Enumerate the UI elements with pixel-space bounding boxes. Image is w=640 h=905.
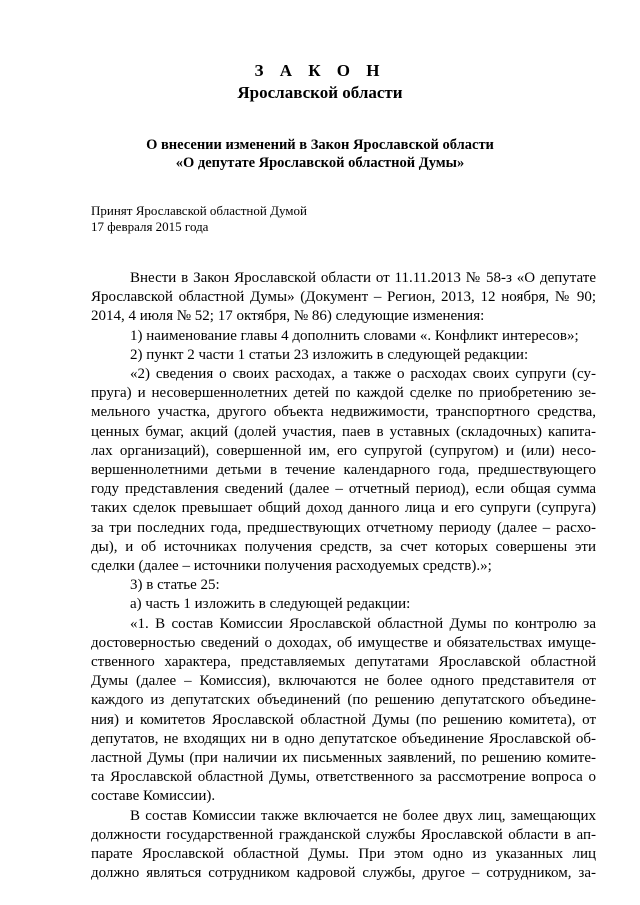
- body-line: ния) и комитетов Ярославской областной Думы (по решению комитета), от: [91, 711, 596, 728]
- body-line: Думы (далее – Комиссия), включаются не более одного представителя от: [91, 673, 596, 690]
- body-line: каждого из депутатских объединений (по решению депутатского объедине-: [91, 692, 596, 709]
- region-heading: Ярославской области: [237, 83, 403, 102]
- body-line: ценных бумаг, акций (долей участия, паев в уставных (складочных) капита-: [91, 423, 596, 440]
- body-line: за три последних года, предшествующих отчетному периоду (далее – расхо-: [91, 519, 596, 536]
- body-line: 1) наименование главы 4 дополнить словами «. Конфликт интересов»;: [130, 327, 579, 344]
- adoption-date: 17 февраля 2015 года: [91, 219, 209, 234]
- body-line: ды), и об источниках получения средств, за счет которых совершены эти: [91, 538, 596, 555]
- body-line: 2) пункт 2 части 1 статьи 23 изложить в следующей редакции:: [130, 346, 529, 363]
- body-line: должности государственной гражданской службы Ярославской области в ап-: [91, 826, 596, 843]
- body-line: депутатов, не входящих ни в одно депутатское объединение Ярославской об-: [91, 730, 596, 747]
- body-line: таких сделок превышает общий доход данного лица и его супруги (супруга): [91, 500, 596, 517]
- body-line: должно являться сотрудником кадровой службы, другое – сотрудником, за-: [91, 865, 596, 882]
- body-line: вершеннолетними детьми в течение календарного года, предшествующего: [91, 462, 596, 478]
- body-line: достоверностью сведений о доходах, об имуществе и обязательствах имуще-: [91, 634, 596, 651]
- law-title-line-1: О внесении изменений в Закон Ярославской области: [146, 137, 494, 153]
- body-line: «1. В состав Комиссии Ярославской областной Думы по контролю за: [130, 615, 596, 632]
- body-line: ластной Думы (при наличии их письменных заявлений, по решению комите-: [91, 750, 596, 766]
- body-line: составе Комиссии).: [91, 788, 216, 805]
- body-line: 2014, 4 июля № 52; 17 октября, № 86) следующие изменения:: [91, 308, 485, 325]
- body-line: году представления сведений (далее – отчетный период), если общая сумма: [91, 481, 596, 498]
- body-line: 3) в статье 25:: [130, 577, 220, 594]
- body-line: «2) сведения о своих расходах, а также о расходах своих супруги (су-: [130, 366, 596, 382]
- body-line: парате Ярославской областной Думы. При этом одно из указанных лиц: [91, 846, 596, 862]
- body-line: а) часть 1 изложить в следующей редакции:: [130, 596, 411, 613]
- body-line: Внести в Закон Ярославской области от 11.11.2013 № 58-з «О депутате: [130, 270, 596, 286]
- body-line: лах организаций), совершенной им, его супругой (супругом) и (или) несо-: [91, 442, 596, 459]
- body-line: В состав Комиссии также включается не более двух лиц, замещающих: [130, 807, 596, 824]
- body-line: Ярославской областной Думы» (Документ – Регион, 2013, 12 ноября, № 90;: [91, 289, 596, 306]
- body-line: ственного характера, представляемых депутатами Ярославской областной: [91, 654, 596, 670]
- body-line: мельного участка, другого объекта недвижимости, транспортного средства,: [91, 404, 596, 421]
- body-line: сделки (далее – источники получения расходуемых средств).»;: [91, 558, 492, 574]
- adoption-body: Принят Ярославской областной Думой: [91, 203, 307, 218]
- body-line: пруга) и несовершеннолетних детей по каждой сделке по приобретению зе-: [91, 385, 596, 402]
- body-line: та Ярославской областной Думы, ответственного за рассмотрение вопроса о: [91, 769, 596, 786]
- law-title-line-2: «О депутате Ярославской областной Думы»: [175, 155, 465, 171]
- law-heading: З А К О Н: [254, 61, 386, 80]
